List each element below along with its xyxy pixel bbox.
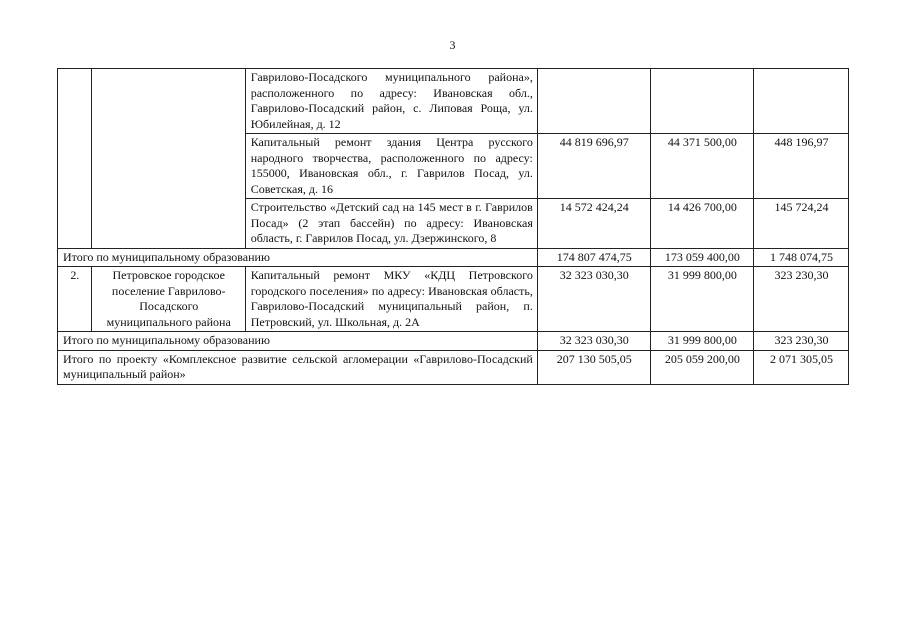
grand-total-local-funds: 2 071 305,05 <box>754 350 849 384</box>
federal-funds: 31 999 800,00 <box>650 267 753 332</box>
grand-total-cost: 207 130 505,05 <box>537 350 650 384</box>
subtotal-federal-funds: 31 999 800,00 <box>650 332 753 351</box>
subtotal-label: Итого по муниципальному образованию <box>58 248 538 267</box>
object-description: Капитальный ремонт МКУ «КДЦ Петровского городского поселения» по адресу: Ивановская область, Гаврилово-Посадский муниципальный район, п. Петровский, ул. Школьная, д. 2А <box>245 267 537 332</box>
local-funds: 323 230,30 <box>754 267 849 332</box>
subtotal-total-cost: 32 323 030,30 <box>537 332 650 351</box>
local-funds: 448 196,97 <box>754 134 849 199</box>
total-cost <box>537 69 650 134</box>
total-cost: 44 819 696,97 <box>537 134 650 199</box>
local-funds: 145 724,24 <box>754 199 849 249</box>
total-cost: 32 323 030,30 <box>537 267 650 332</box>
subtotal-row <box>58 248 849 267</box>
row-number: 2. <box>58 267 92 332</box>
row-number-cell <box>58 69 92 249</box>
local-funds <box>754 69 849 134</box>
subtotal-total-cost: 174 807 474,75 <box>537 248 650 267</box>
page-number: 3 <box>449 38 456 52</box>
subtotal-row <box>58 332 849 351</box>
municipality-cell <box>91 69 245 249</box>
grand-total-label: Итого по проекту «Комплексное развитие сельской агломерации «Гаврилово-Посадский муниципальный район» <box>58 350 538 384</box>
grand-total-row <box>58 350 849 384</box>
total-cost: 14 572 424,24 <box>537 199 650 249</box>
object-description: Гаврилово-Посадского муниципального района», расположенного по адресу: Ивановская обл., Гаврилово-Посадский район, с. Липовая Роща, ул. Юбилейная, д. 12 <box>245 69 537 134</box>
table-row <box>58 69 849 134</box>
project-funding-table <box>57 68 849 385</box>
subtotal-label: Итого по муниципальному образованию <box>58 332 538 351</box>
federal-funds: 14 426 700,00 <box>650 199 753 249</box>
federal-funds <box>650 69 753 134</box>
subtotal-local-funds: 1 748 074,75 <box>754 248 849 267</box>
grand-total-federal-funds: 205 059 200,00 <box>650 350 753 384</box>
subtotal-federal-funds: 173 059 400,00 <box>650 248 753 267</box>
subtotal-local-funds: 323 230,30 <box>754 332 849 351</box>
table-row <box>58 267 849 332</box>
federal-funds: 44 371 500,00 <box>650 134 753 199</box>
object-description: Строительство «Детский сад на 145 мест в г. Гаврилов Посад» (2 этап бассейн) по адресу: Ивановская область, г. Гаврилов Посад, ул. Дзержинского, 8 <box>245 199 537 249</box>
municipality-name: Петровское городское поселение Гаврилово-Посадского муниципального района <box>91 267 245 332</box>
object-description: Капитальный ремонт здания Центра русского народного творчества, расположенного по адресу: 155000, Ивановская обл., г. Гаврилов Посад, ул. Советская, д. 16 <box>245 134 537 199</box>
